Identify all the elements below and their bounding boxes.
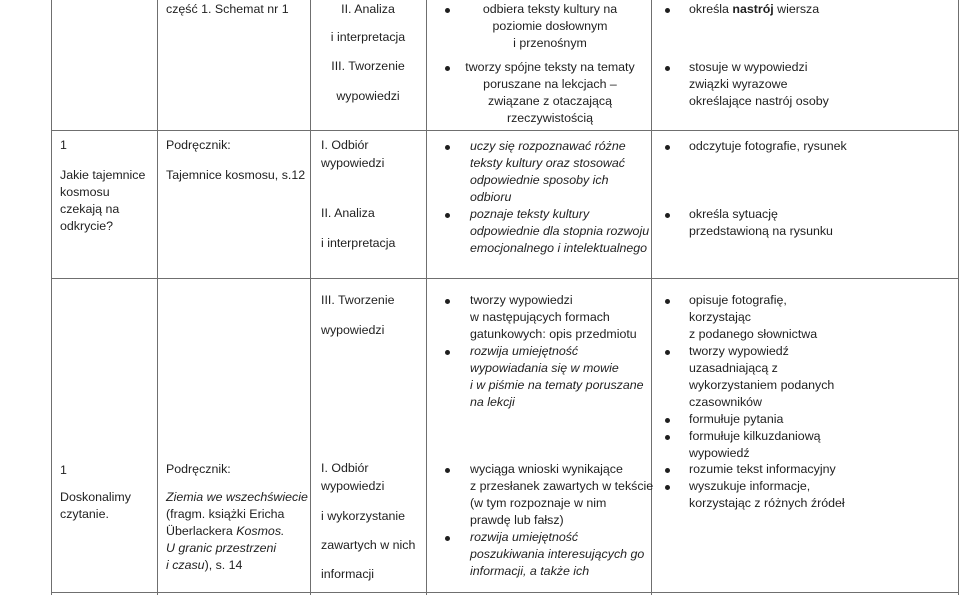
table-border-col5: [651, 0, 652, 595]
stage-tworzenie-line2: wypowiedzi: [336, 89, 400, 103]
requirement-text: prawdę lub fałsz): [470, 513, 564, 527]
lesson-topic: czekają na: [60, 202, 120, 216]
achievement-text: opisuje fotografię,: [689, 293, 787, 307]
requirement-text: na lekcji: [470, 395, 515, 409]
stage-tworzenie-line1: III. Tworzenie: [331, 59, 405, 73]
source-text: i czasu), s. 14: [166, 558, 243, 572]
bullet-icon: [665, 468, 670, 473]
requirement-text: teksty kultury oraz stosować: [470, 156, 625, 170]
achievement-text: odczytuje fotografie, rysunek: [689, 139, 847, 153]
stage-odbior: informacji: [321, 567, 375, 581]
requirement-text: rozwija umiejętność: [470, 530, 579, 544]
stage-tworzenie: wypowiedzi: [321, 323, 385, 337]
table-border-col4: [426, 0, 427, 595]
lesson-topic: odkrycie?: [60, 219, 114, 233]
bullet-icon: [665, 145, 670, 150]
source-series: U granic przestrzeni: [166, 541, 277, 555]
requirement-text: związane z otaczającą: [488, 94, 612, 108]
stage-odbior: I. Odbiór: [321, 138, 369, 152]
bullet-icon: [445, 468, 450, 473]
bullet-icon: [665, 299, 670, 304]
requirement-text: poziomie dosłownym: [492, 19, 608, 33]
lesson-topic: Jakie tajemnice: [60, 168, 146, 182]
bullet-icon: [445, 145, 450, 150]
requirement-text: odpowiednie sposoby ich: [470, 173, 609, 187]
achievement-text: korzystając z różnych źródeł: [689, 496, 845, 510]
stage-analiza: II. Analiza: [321, 206, 375, 220]
requirement-text: rozwija umiejętność: [470, 344, 579, 358]
stage-odbior: zawartych w nich: [321, 538, 416, 552]
achievement-text: wypowiedź: [689, 446, 750, 460]
source-label: Podręcznik:: [166, 462, 231, 476]
bullet-icon: [665, 418, 670, 423]
requirement-text: i przenośnym: [513, 36, 587, 50]
achievement-text: rozumie tekst informacyjny: [689, 462, 836, 476]
table-row-divider-top: [51, 130, 959, 131]
stage-odbior: I. Odbiór: [321, 461, 369, 475]
bullet-icon: [665, 213, 670, 218]
requirement-text: poruszane na lekcjach –: [483, 77, 617, 91]
source-label: Podręcznik:: [166, 138, 231, 152]
table-border-left: [51, 0, 52, 595]
stage-odbior: wypowiedzi: [321, 156, 385, 170]
requirement-text: poznaje teksty kultury: [470, 207, 590, 221]
requirement-text: uczy się rozpoznawać różne: [470, 139, 626, 153]
achievement-text: z podanego słownictwa: [689, 327, 818, 341]
requirement-text: tworzy spójne teksty na tematy: [465, 60, 635, 74]
source-text: (fragm. książki Ericha: [166, 507, 285, 521]
bullet-icon: [665, 435, 670, 440]
source-text: Tajemnice kosmosu, s.12: [166, 168, 306, 182]
requirement-text: (w tym rozpoznaje w nim: [470, 496, 607, 510]
achievement-text: wykorzystaniem podanych: [689, 378, 835, 392]
achievement-text: określa nastrój wiersza: [689, 2, 820, 16]
bullet-icon: [445, 299, 450, 304]
requirement-text: odpowiednie dla stopnia rozwoju: [470, 224, 650, 238]
lesson-number: 1: [60, 138, 67, 152]
source-text: Überlackera Kosmos.: [166, 524, 285, 538]
stage-analiza-line1: II. Analiza: [341, 2, 395, 16]
table-border-right: [958, 0, 959, 595]
requirement-text: gatunkowych: opis przedmiotu: [470, 327, 637, 341]
lesson-topic: Doskonalimy czytanie.: [60, 490, 131, 521]
achievement-text: korzystając: [689, 310, 751, 324]
bullet-icon: [665, 66, 670, 71]
requirement-text: tworzy wypowiedzi: [470, 293, 573, 307]
achievement-text: wyszukuje informacje,: [689, 479, 811, 493]
source-title: Ziemia we wszechświecie: [166, 490, 308, 504]
bullet-icon: [665, 350, 670, 355]
bullet-icon: [665, 8, 670, 13]
requirement-text: odbioru: [470, 190, 512, 204]
achievement-text: formułuje pytania: [689, 412, 784, 426]
requirement-text: odbiera teksty kultury na: [482, 2, 618, 16]
lesson-number: 1: [60, 463, 67, 477]
stage-analiza-line2: i interpretacja: [330, 30, 406, 44]
bullet-icon: [445, 66, 450, 71]
requirement-text: informacji, a także ich: [470, 564, 590, 578]
requirement-text: z przesłanek zawartych w tekście: [470, 479, 654, 493]
stage-odbior: i wykorzystanie: [321, 509, 406, 523]
requirement-text: rzeczywistością: [506, 111, 594, 125]
bullet-icon: [445, 213, 450, 218]
row1-part-label: część 1. Schemat nr 1: [166, 2, 289, 16]
requirement-text: i w piśmie na tematy poruszane: [470, 378, 644, 392]
achievement-text: uzasadniającą z: [689, 361, 778, 375]
requirement-text: w następujących formach: [470, 310, 610, 324]
table-row-divider: [51, 278, 959, 279]
stage-tworzenie: III. Tworzenie: [321, 293, 395, 307]
achievement-text: określające nastrój osoby: [689, 94, 829, 108]
achievement-text: czasowników: [689, 395, 762, 409]
requirement-text: emocjonalnego i intelektualnego: [470, 241, 648, 255]
bullet-icon: [445, 8, 450, 13]
achievement-text: tworzy wypowiedź: [689, 344, 789, 358]
achievement-text: przedstawioną na rysunku: [689, 224, 833, 238]
stage-analiza: i interpretacja: [321, 236, 396, 250]
achievement-text: stosuje w wypowiedzi: [689, 60, 808, 74]
bullet-icon: [445, 536, 450, 541]
requirement-text: poszukiwania interesujących go: [470, 547, 645, 561]
table-border-bottom: [51, 592, 959, 593]
achievement-text: określa sytuację: [689, 207, 778, 221]
stage-odbior: wypowiedzi: [321, 479, 385, 493]
bullet-icon: [445, 350, 450, 355]
requirement-text: wypowiadania się w mowie: [470, 361, 619, 375]
requirement-text: wyciąga wnioski wynikające: [470, 462, 623, 476]
table-border-col2: [157, 0, 158, 595]
achievement-text: związki wyrazowe: [689, 77, 788, 91]
bullet-icon: [665, 485, 670, 490]
achievement-text: formułuje kilkuzdaniową: [689, 429, 821, 443]
lesson-topic: kosmosu: [60, 185, 110, 199]
